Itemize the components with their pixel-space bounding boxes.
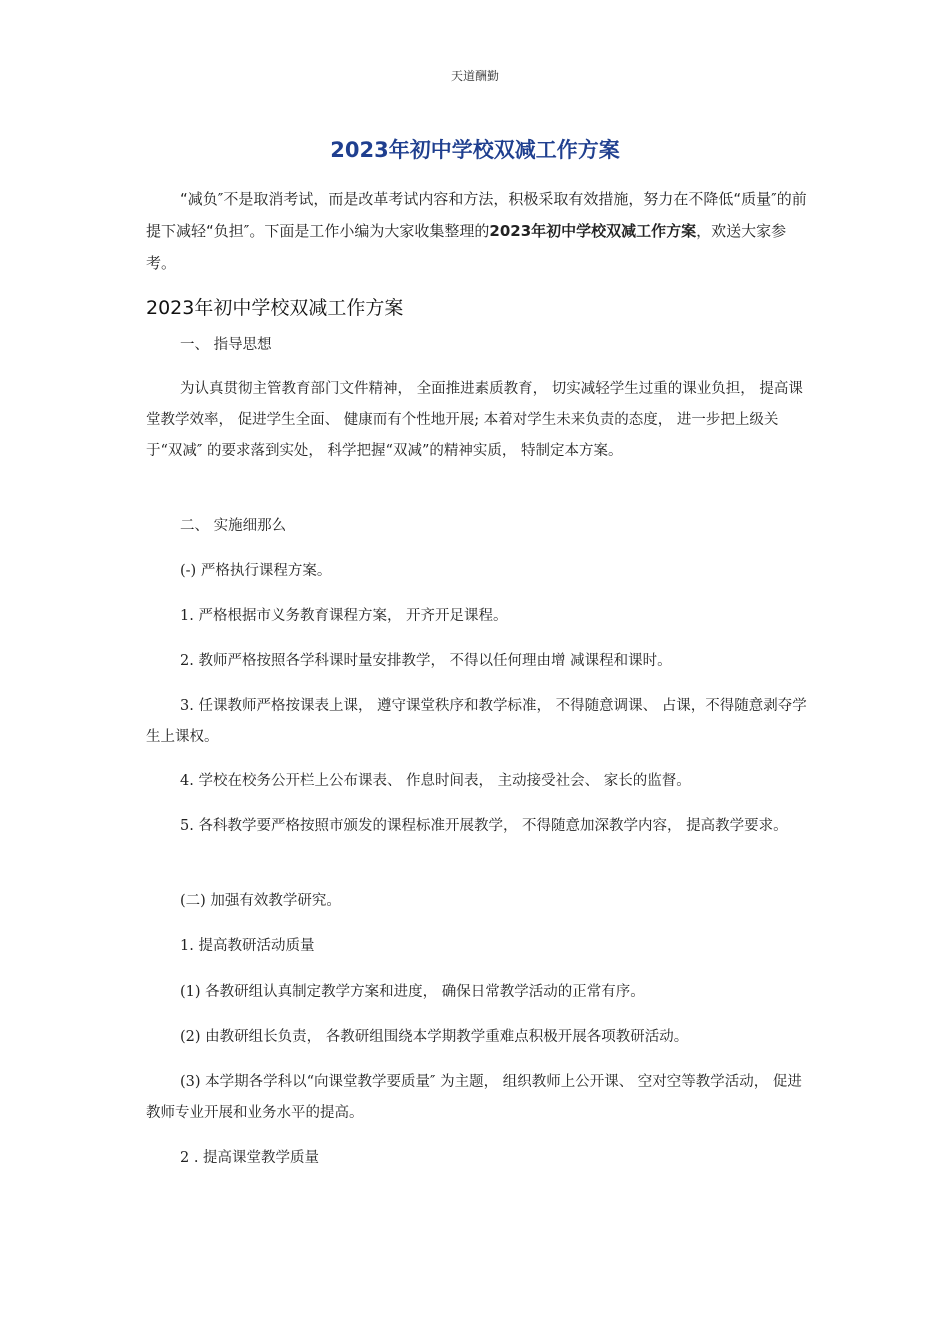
list-item: 3. 任课教师严格按课表上课， 遵守课堂秩序和教学标准， 不得随意调课、 占课，不得随意剥夺学生上课权。 bbox=[146, 698, 807, 745]
list-item: 1. 严格根据市义务教育课程方案， 开齐开足课程。 bbox=[180, 608, 508, 624]
list-item: (2) 由教研组长负责， 各教研组围绕本学期教学重难点积极开展各项教研活动。 bbox=[180, 1029, 689, 1045]
intro-text: “减负″不是取消考试，而是改革考试内容和方法，积极采取有效措施，努力在不降低“质量″的前提下减轻“负担″。下面是工作小编为大家收集整理的 bbox=[146, 190, 807, 240]
document-title: 2023年初中学校双减工作方案 bbox=[330, 138, 620, 162]
section-title: 2023年初中学校双减工作方案 bbox=[146, 297, 404, 319]
heading-guiding-ideology: 一、 指导思想 bbox=[180, 337, 272, 353]
list-item: 5. 各科教学要严格按照市颁发的课程标准开展教学， 不得随意加深教学内容， 提高教学要求。 bbox=[180, 818, 788, 834]
list-item: 2. 教师严格按照各学科课时量安排教学， 不得以任何理由增 减课程和课时。 bbox=[180, 653, 672, 669]
list-item: 2 . 提高课堂教学质量 bbox=[180, 1150, 320, 1166]
subheading-teaching-research: (二) 加强有效教学研究。 bbox=[180, 893, 341, 909]
paragraph-guiding-ideology: 为认真贯彻主管教育部门文件精神， 全面推进素质教育， 切实减轻学生过重的课业负担， 提高课堂教学效率， 促进学生全面、 健康而有个性地开展; 本着对学生未来负责的态度， 进一步把上级关于“双减″ 的要求落到实处， 科学把握“双减”的精神实质， 特制定本方案。 bbox=[146, 381, 803, 459]
list-item: 4. 学校在校务公开栏上公布课表、 作息时间表， 主动接受社会、 家长的监督。 bbox=[180, 773, 691, 789]
list-item: (3) 本学期各学科以“向课堂教学要质量″ 为主题， 组织教师上公开课、 空对空等教学活动， 促进教师专业开展和业务水平的提高。 bbox=[146, 1074, 802, 1121]
subheading-curriculum: (-) 严格执行课程方案。 bbox=[180, 563, 332, 579]
page-header: 天道酬勤 bbox=[450, 69, 499, 83]
intro-text-end: ，欢送大家参考。 bbox=[146, 222, 787, 272]
heading-implementation: 二、 实施细那么 bbox=[180, 518, 287, 534]
list-item: 1. 提高教研活动质量 bbox=[180, 938, 315, 954]
intro-bold-link-text: 2023年初中学校双减工作方案 bbox=[489, 222, 697, 240]
intro-paragraph bbox=[146, 183, 810, 279]
list-item: (1) 各教研组认真制定教学方案和进度， 确保日常教学活动的正常有序。 bbox=[180, 984, 645, 1000]
